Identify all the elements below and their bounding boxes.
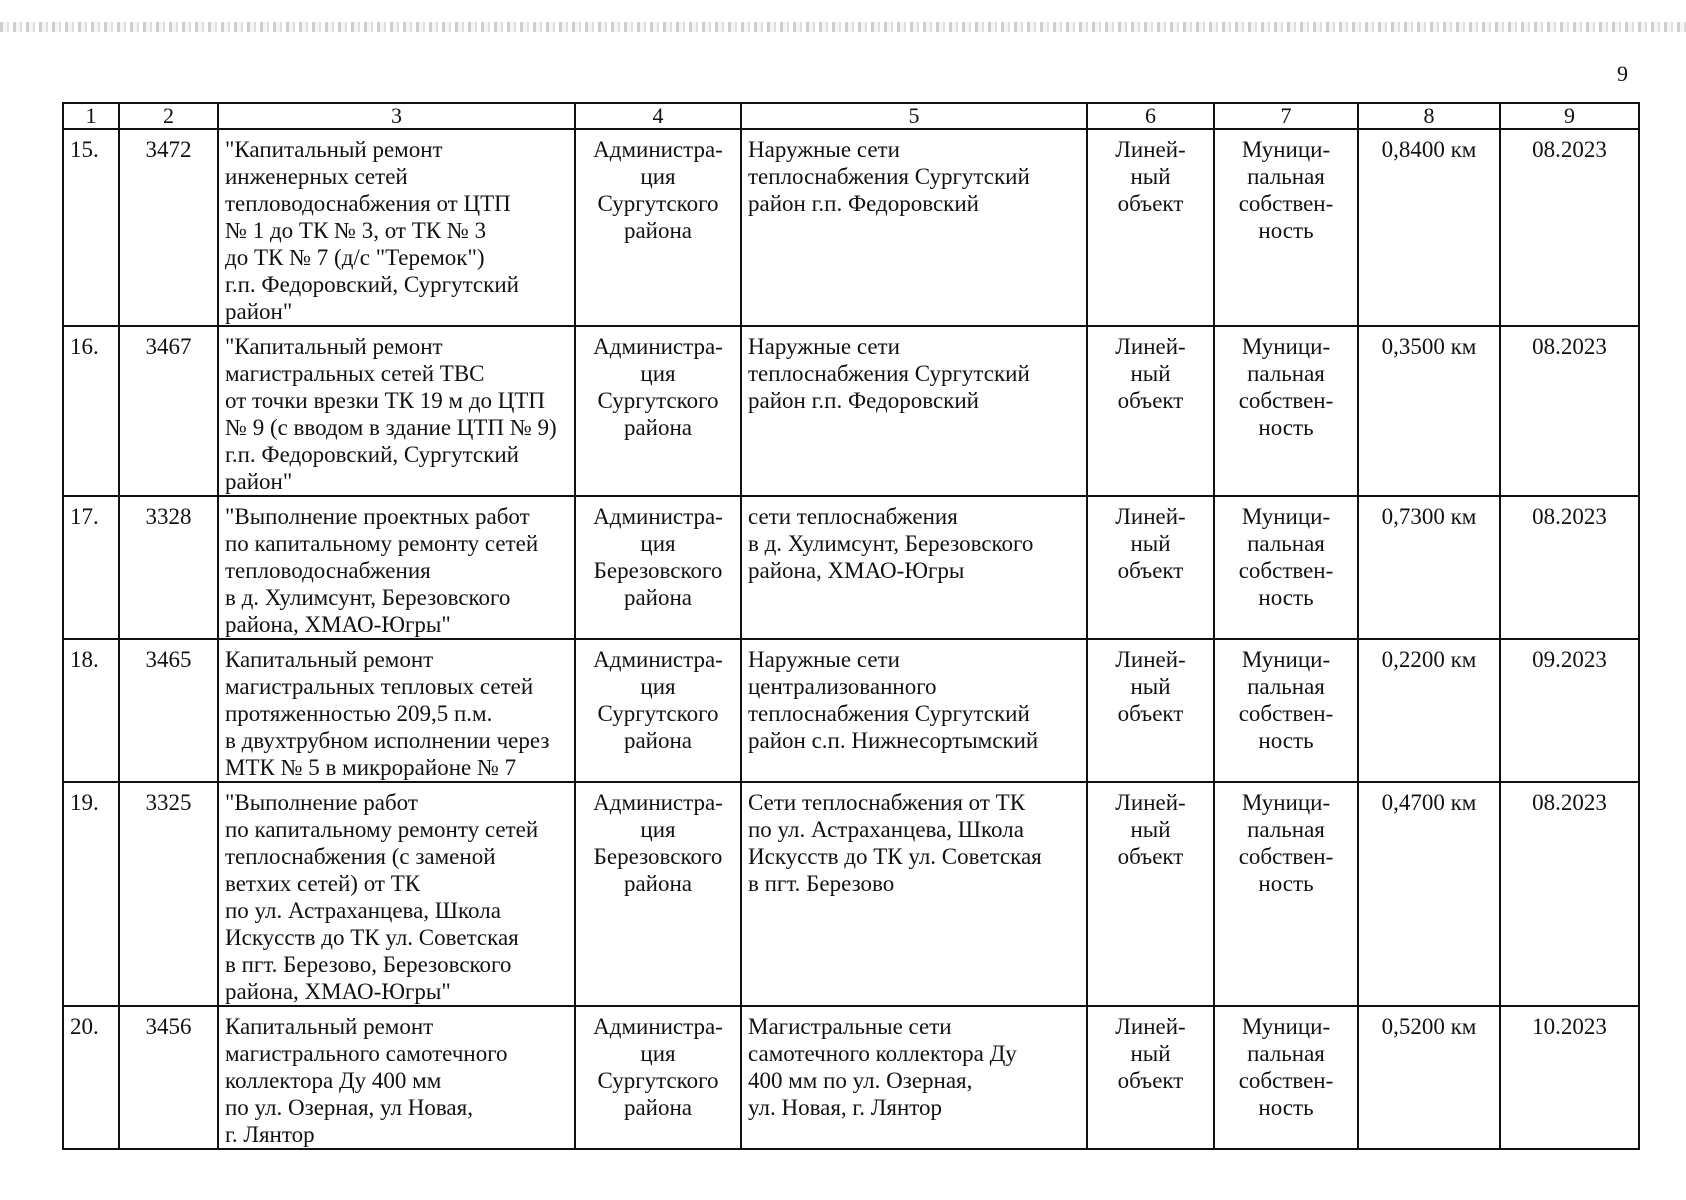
object-description: Сети теплоснабжения от ТК по ул. Астраханцева, Школа Искусств до ТК ул. Советская в пгт. Березово (748, 790, 1042, 896)
row-code: 3467 (119, 326, 218, 496)
column-header: 4 (575, 103, 741, 129)
network-length: 0,8400 км (1358, 129, 1500, 326)
table-row (63, 782, 1639, 1006)
column-header: 6 (1087, 103, 1214, 129)
object-type: Линей- ный объект (1115, 504, 1186, 583)
object-description: Наружные сети теплоснабжения Сургутский район г.п. Федоровский (748, 137, 1030, 216)
ownership-form: Муници- пальная собствен- ность (1238, 137, 1334, 243)
owner-administration: Администра- ция Сургутского района (593, 647, 723, 753)
object-type: Линей- ный объект (1115, 647, 1186, 726)
network-length: 0,5200 км (1358, 1006, 1500, 1149)
object-description: Наружные сети централизованного теплоснабжения Сургутский район с.п. Нижнесортымский (748, 647, 1039, 753)
column-header: 9 (1500, 103, 1639, 129)
table-row (63, 496, 1639, 639)
table-row (63, 129, 1639, 326)
registry-table (62, 102, 1640, 1150)
work-name: "Выполнение работ по капитальному ремонту сетей теплоснабжения (с заменой ветхих сетей) от ТК по ул. Астраханцева, Школа Искусств до ТК ул. Советская в пгт. Березово, Березовского района, ХМАО-Югры" (225, 790, 539, 1004)
row-number: 18. (63, 639, 119, 782)
network-length: 0,7300 км (1358, 496, 1500, 639)
object-description: сети теплоснабжения в д. Хулимсунт, Березовского района, ХМАО-Югры (748, 504, 1034, 583)
owner-administration: Администра- ция Сургутского района (593, 1014, 723, 1120)
column-header: 1 (63, 103, 119, 129)
network-length: 0,3500 км (1358, 326, 1500, 496)
object-description: Магистральные сети самотечного коллектора Ду 400 мм по ул. Озерная, ул. Новая, г. Лянтор (748, 1014, 1017, 1120)
object-type: Линей- ный объект (1115, 334, 1186, 413)
column-header: 5 (741, 103, 1087, 129)
scan-edge-artifact (0, 22, 1686, 32)
ownership-form: Муници- пальная собствен- ность (1238, 790, 1334, 896)
table-row (63, 639, 1639, 782)
work-name: "Капитальный ремонт магистральных сетей ТВС от точки врезки ТК 19 м до ЦТП № 9 (с вводом в здание ЦТП № 9) г.п. Федоровский, Сургутский район" (225, 334, 557, 494)
work-name: Капитальный ремонт магистрального самотечного коллектора Ду 400 мм по ул. Озерная, ул Новая, г. Лянтор (225, 1014, 508, 1147)
row-code: 3465 (119, 639, 218, 782)
column-header: 8 (1358, 103, 1500, 129)
completion-date: 08.2023 (1500, 496, 1639, 639)
ownership-form: Муници- пальная собствен- ность (1238, 334, 1334, 440)
network-length: 0,2200 км (1358, 639, 1500, 782)
completion-date: 08.2023 (1500, 782, 1639, 1006)
work-name: "Выполнение проектных работ по капитальному ремонту сетей тепловодоснабжения в д. Хулимсунт, Березовского района, ХМАО-Югры" (225, 504, 539, 637)
column-number-row (63, 103, 1639, 129)
row-number: 20. (63, 1006, 119, 1149)
work-name: Капитальный ремонт магистральных тепловых сетей протяженностью 209,5 п.м. в двухтрубном исполнении через МТК № 5 в микрорайоне № 7 (225, 647, 550, 780)
row-number: 15. (63, 129, 119, 326)
network-length: 0,4700 км (1358, 782, 1500, 1006)
object-type: Линей- ный объект (1115, 1014, 1186, 1093)
completion-date: 08.2023 (1500, 326, 1639, 496)
table-row (63, 326, 1639, 496)
row-number: 19. (63, 782, 119, 1006)
column-header: 3 (218, 103, 575, 129)
owner-administration: Администра- ция Сургутского района (593, 137, 723, 243)
ownership-form: Муници- пальная собствен- ность (1238, 1014, 1334, 1120)
owner-administration: Администра- ция Березовского района (593, 790, 723, 896)
page-number: 9 (1617, 61, 1628, 86)
completion-date: 09.2023 (1500, 639, 1639, 782)
row-code: 3328 (119, 496, 218, 639)
owner-administration: Администра- ция Березовского района (593, 504, 723, 610)
row-number: 17. (63, 496, 119, 639)
row-code: 3472 (119, 129, 218, 326)
row-code: 3456 (119, 1006, 218, 1149)
ownership-form: Муници- пальная собствен- ность (1238, 647, 1334, 753)
completion-date: 08.2023 (1500, 129, 1639, 326)
object-description: Наружные сети теплоснабжения Сургутский район г.п. Федоровский (748, 334, 1030, 413)
object-type: Линей- ный объект (1115, 790, 1186, 869)
object-type: Линей- ный объект (1115, 137, 1186, 216)
column-header: 2 (119, 103, 218, 129)
table-row (63, 1006, 1639, 1149)
row-number: 16. (63, 326, 119, 496)
column-header: 7 (1214, 103, 1358, 129)
owner-administration: Администра- ция Сургутского района (593, 334, 723, 440)
row-code: 3325 (119, 782, 218, 1006)
completion-date: 10.2023 (1500, 1006, 1639, 1149)
ownership-form: Муници- пальная собствен- ность (1238, 504, 1334, 610)
work-name: "Капитальный ремонт инженерных сетей тепловодоснабжения от ЦТП № 1 до ТК № 3, от ТК № 3 до ТК № 7 (д/с "Теремок") г.п. Федоровский, Сургутский район" (225, 137, 519, 324)
